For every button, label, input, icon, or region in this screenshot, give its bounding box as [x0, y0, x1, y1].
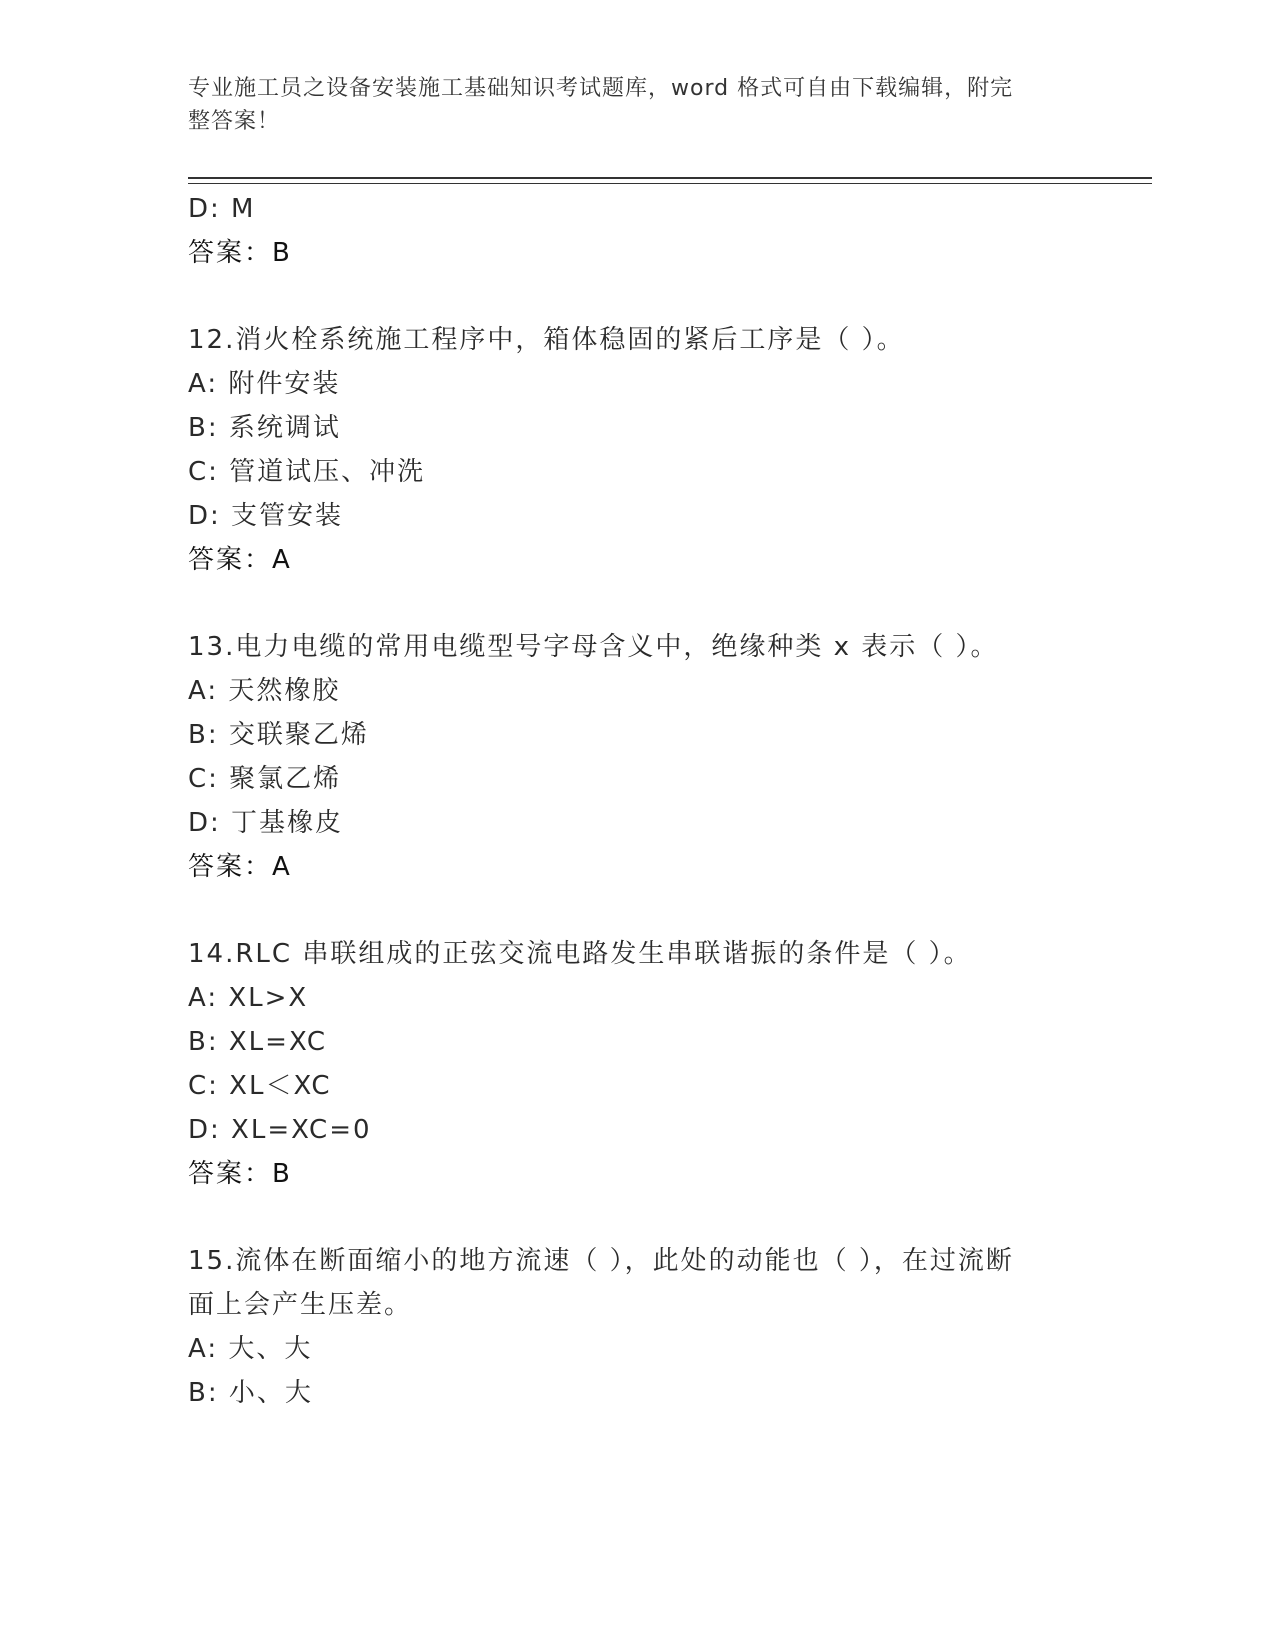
question-12-option-a: A: 附件安装: [188, 369, 341, 399]
question-14-option-c: C: XL＜XC: [188, 1071, 332, 1101]
question-15-stem-line-2: 面上会产生压差。: [188, 1290, 413, 1320]
prev-option-d: D: M: [188, 194, 256, 224]
question-14-option-a: A: XL>X: [188, 983, 309, 1013]
answer-value: A: [272, 545, 292, 575]
answer-label: 答案：: [188, 545, 273, 575]
answer-value: B: [272, 1159, 292, 1189]
answer-label: 答案：: [188, 238, 273, 268]
header-line-1: 专业施工员之设备安装施工基础知识考试题库，word 格式可自由下载编辑，附完: [188, 76, 1014, 101]
header-divider-thick: [188, 177, 1152, 179]
answer-value: B: [272, 238, 292, 268]
question-13-option-b: B: 交联聚乙烯: [188, 720, 369, 750]
answer-value: A: [272, 852, 292, 882]
question-14-stem: 14.RLC 串联组成的正弦交流电路发生串联谐振的条件是（ ）。: [188, 939, 972, 969]
header-line-2: 整答案！: [188, 109, 281, 134]
question-13-answer: [188, 850, 292, 884]
question-12-option-d: D: 支管安装: [188, 501, 344, 531]
question-12-option-b: B: 系统调试: [188, 413, 341, 443]
question-15-stem-line-1: 15.流体在断面缩小的地方流速（ ），此处的动能也（ ），在过流断: [188, 1246, 1014, 1276]
question-14-answer: [188, 1157, 292, 1191]
prev-answer: [188, 236, 292, 270]
document-header: [188, 72, 1068, 138]
question-12-option-c: C: 管道试压、冲洗: [188, 457, 426, 487]
question-14-option-b: B: XL=XC: [188, 1027, 328, 1057]
answer-label: 答案：: [188, 852, 273, 882]
question-14-option-d: D: XL=XC=0: [188, 1115, 372, 1145]
question-13-option-d: D: 丁基橡皮: [188, 808, 344, 838]
answer-label: 答案：: [188, 1159, 273, 1189]
question-12-stem: 12.消火栓系统施工程序中，箱体稳固的紧后工序是（ ）。: [188, 325, 905, 355]
question-13-stem: 13.电力电缆的常用电缆型号字母含义中，绝缘种类 x 表示（ ）。: [188, 632, 999, 662]
question-12-answer: [188, 543, 292, 577]
header-divider-thin: [188, 183, 1152, 184]
question-13-option-a: A: 天然橡胶: [188, 676, 341, 706]
question-13-option-c: C: 聚氯乙烯: [188, 764, 342, 794]
question-15-option-a: A: 大、大: [188, 1334, 313, 1364]
question-15-option-b: B: 小、大: [188, 1378, 313, 1408]
